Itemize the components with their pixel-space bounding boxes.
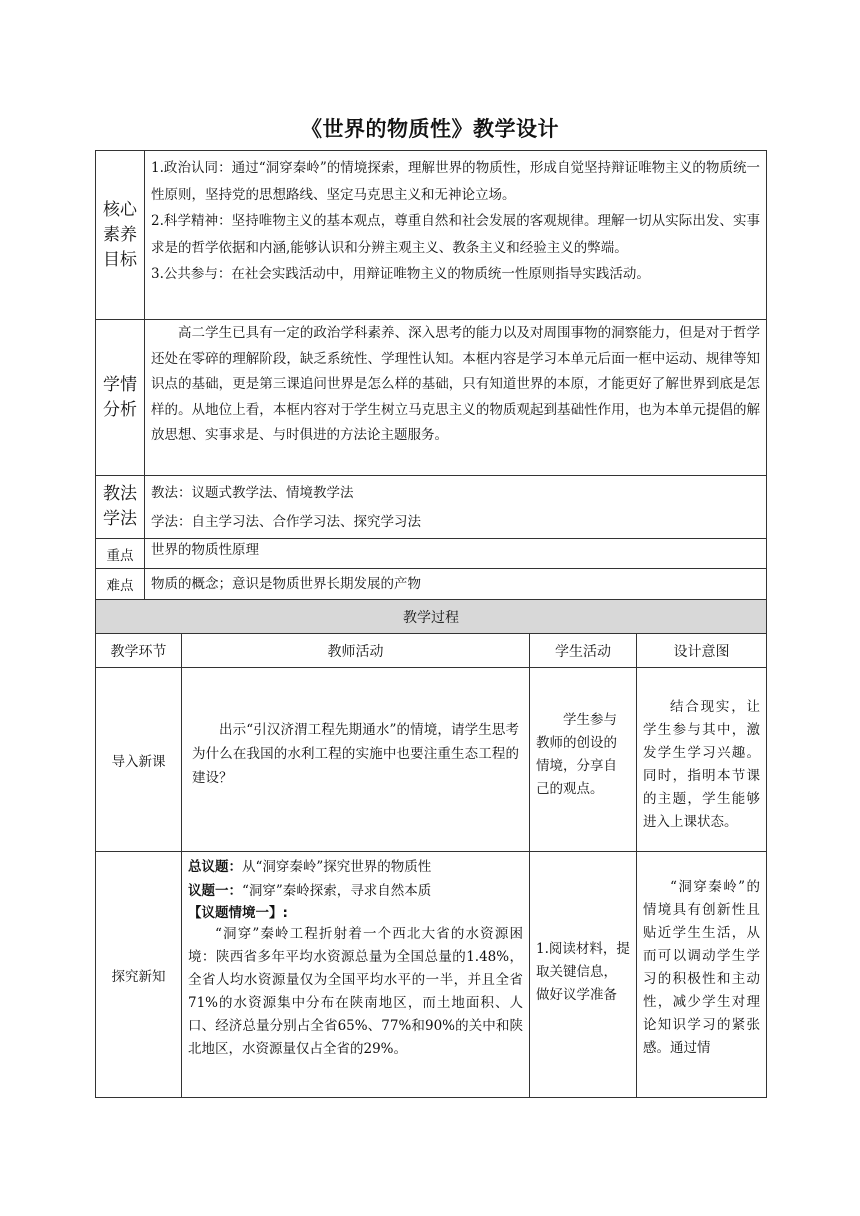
process-title-row	[96, 600, 767, 634]
header-stage: 教学环节	[96, 634, 182, 668]
lesson-plan-table	[95, 150, 767, 1098]
intro-student: 学生参与教师的创设的情境，分享自己的观点。	[530, 668, 637, 852]
student-analysis-row	[96, 320, 767, 476]
explore-intent: “洞穿秦岭”的情境具有创新性且贴近学生生活，从而可以调动学生学习的积极性和主动性，减少学生对理论知识学习的紧张感。通过情	[637, 852, 767, 1098]
key-point-label: 重点	[96, 539, 145, 569]
difficulty-content: 物质的概念；意识是物质世界长期发展的产物	[145, 569, 767, 600]
intro-intent: 结合现实，让学生参与其中，激发学生学习兴趣。同时，指明本节课的主题，学生能够进入上课状态。	[637, 668, 767, 852]
intro-row	[96, 668, 767, 852]
overall-topic: 总议题：从“洞穿秦岭”探究世界的物质性	[188, 859, 432, 875]
header-teacher: 教师活动	[182, 634, 530, 668]
page-title: 《世界的物质性》教学设计	[301, 117, 559, 141]
context-text: “洞穿”秦岭工程折射着一个西北大省的水资源困境：陕西省多年平均水资源总量为全国总量的1.48%，全省人均水资源量仅为全国平均水平的一半，并且全省71%的水资源集中分布在陕南地区，而土地面积、人口、经济总量分别占全省65%、77%和90%的关中和陕北地区，水资源量仅占全省的29%。	[188, 926, 523, 1057]
key-point-content: 世界的物质性原理	[145, 539, 767, 569]
explore-stage: 探究新知	[96, 852, 182, 1098]
student-analysis-text: 高二学生已具有一定的政治学科素养、深入思考的能力以及对周围事物的洞察能力，但是对于哲学还处在零碎的理解阶段，缺乏系统性、学理性认知。本框内容是学习本单元后面一框中运动、规律等知识点的基础，更是第三课追问世界是怎么样的基础，只有知道世界的本原，才能更好了解世界到底是怎样的。从地位上看，本框内容对于学生树立马克思主义的物质观起到基础性作用，也为本单元提倡的解放思想、实事求是、与时俱进的方法论主题服务。	[151, 325, 761, 443]
goal-item: 2.科学精神：坚持唯物主义的基本观点，尊重自然和社会发展的客观规律。理解一切从实际出发、实事求是的哲学依据和内涵,能够认识和分辨主观主义、教条主义和经验主义的弊端。	[151, 213, 761, 256]
methods-content	[145, 476, 767, 539]
header-student: 学生活动	[530, 634, 637, 668]
core-goals-row	[96, 151, 767, 320]
sub-topic-one: 议题一：“洞穿”秦岭探索，寻求自然本质	[188, 883, 432, 899]
header-intent: 设计意图	[637, 634, 767, 668]
teaching-method: 教法：议题式教学法、情境教学法	[151, 485, 354, 501]
difficulty-row	[96, 569, 767, 600]
methods-label: 教法 学法	[96, 476, 145, 539]
intro-stage: 导入新课	[96, 668, 182, 852]
core-goals-label: 核心 素养 目标	[96, 151, 145, 320]
goal-item: 3.公共参与：在社会实践活动中，用辩证唯物主义的物质统一性原则指导实践活动。	[151, 266, 650, 282]
goal-item: 1.政治认同：通过“洞穿秦岭”的情境探索，理解世界的物质性，形成自觉坚持辩证唯物主义的物质统一性原则，坚持党的思想路线、坚定马克思主义和无神论立场。	[151, 160, 761, 203]
student-analysis-content	[145, 320, 767, 476]
key-point-row	[96, 539, 767, 569]
explore-row	[96, 852, 767, 1098]
context-label: 【议题情境一】:	[188, 905, 288, 921]
core-goals-content	[145, 151, 767, 320]
methods-row	[96, 476, 767, 539]
process-title: 教学过程	[96, 600, 767, 634]
learning-method: 学法：自主学习法、合作学习法、探究学习法	[151, 514, 421, 530]
explore-teacher	[182, 852, 530, 1098]
intro-teacher: 出示“引汉济渭工程先期通水”的情境，请学生思考为什么在我国的水利工程的实施中也要注重生态工程的建设？	[182, 668, 530, 852]
explore-student: 1.阅读材料，提取关键信息，做好议学准备	[530, 852, 637, 1098]
difficulty-label: 难点	[96, 569, 145, 600]
student-analysis-label: 学情 分析	[96, 320, 145, 476]
process-header-row	[96, 634, 767, 668]
